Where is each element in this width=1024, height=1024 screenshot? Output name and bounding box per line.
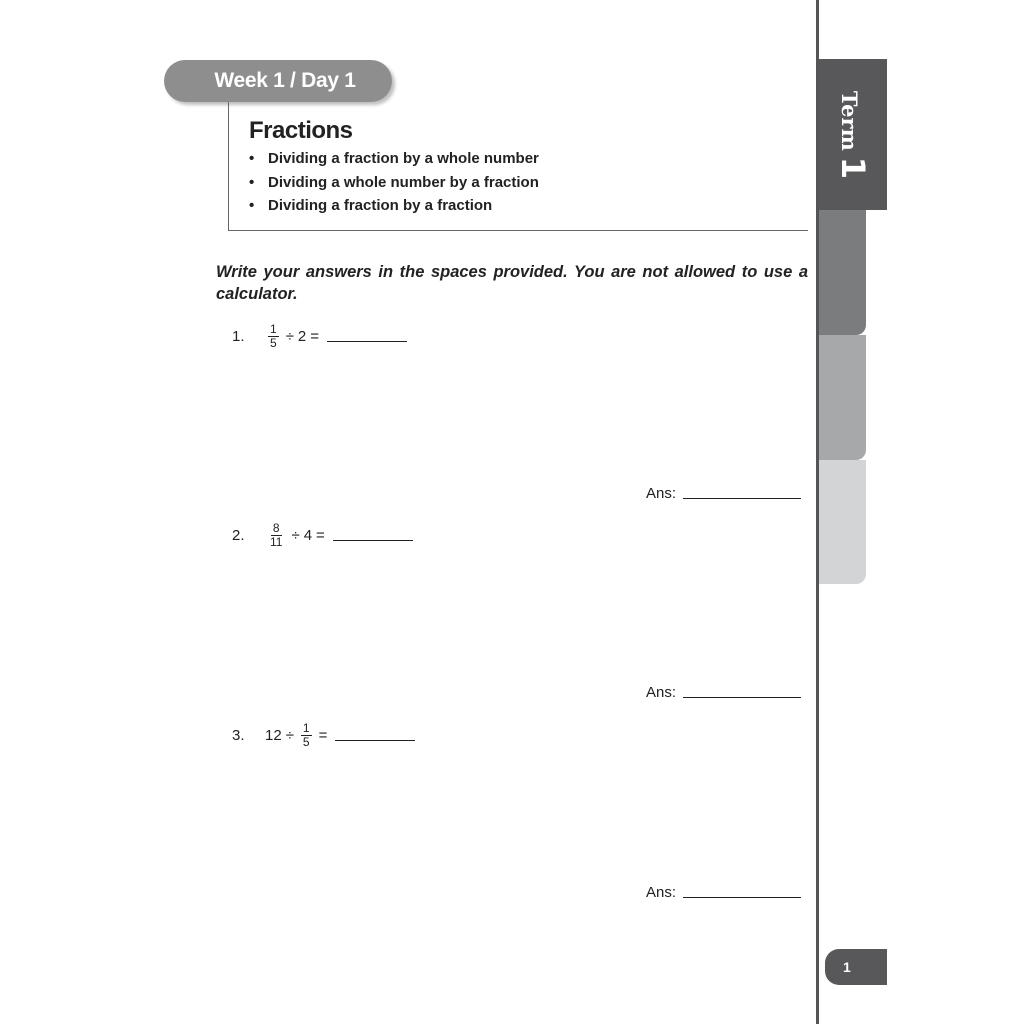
working-blank[interactable] — [333, 539, 413, 541]
question-1 — [232, 323, 407, 350]
answer-2 — [646, 684, 801, 701]
operand: 4 — [303, 527, 313, 544]
tab-term-4[interactable] — [819, 460, 866, 584]
divide-sign: ÷ — [291, 527, 300, 544]
instructions: Write your answers in the spaces provided. You are not allowed to use a calculator. — [216, 263, 808, 303]
equals-sign: = — [318, 727, 328, 744]
topic-item — [249, 148, 539, 172]
fraction-denominator: 5 — [302, 735, 310, 749]
fraction-numerator: 1 — [302, 721, 310, 735]
topic-item — [249, 195, 539, 219]
fraction — [268, 323, 279, 350]
topic-item-label: Dividing a fraction by a whole number — [268, 150, 539, 167]
topic-item — [249, 172, 539, 196]
divide-sign: ÷ — [285, 328, 294, 345]
bullet: • — [249, 197, 255, 214]
answer-line[interactable] — [683, 697, 801, 698]
fraction-numerator: 8 — [272, 521, 280, 535]
term-number: 1 — [834, 156, 872, 179]
answer-label: Ans: — [646, 884, 677, 901]
answer-1 — [646, 485, 801, 502]
answer-label: Ans: — [646, 684, 677, 701]
fraction-denominator: 11 — [270, 535, 283, 549]
answer-3 — [646, 884, 801, 901]
operand: 2 — [297, 328, 307, 345]
equals-sign: = — [310, 328, 320, 345]
topic-item-label: Dividing a fraction by a fraction — [268, 197, 493, 214]
page-number-badge — [825, 949, 887, 985]
term-label — [834, 90, 872, 178]
answer-line[interactable] — [683, 498, 801, 499]
tab-term-1[interactable] — [819, 59, 887, 210]
fraction-denominator: 5 — [270, 336, 277, 350]
topic-item-label: Dividing a whole number by a fraction — [268, 173, 539, 191]
topic-list — [249, 148, 539, 219]
fraction — [268, 522, 284, 549]
answer-label: Ans: — [646, 485, 677, 502]
fraction-numerator: 1 — [270, 322, 277, 336]
working-blank[interactable] — [327, 340, 407, 342]
tab-term-3[interactable] — [819, 335, 866, 460]
answer-line[interactable] — [683, 897, 801, 898]
bullet: • — [249, 150, 255, 167]
week-day-label: Week 1 / Day 1 — [214, 69, 356, 92]
fraction — [301, 722, 312, 749]
question-number: 2. — [232, 527, 245, 544]
question-3 — [232, 722, 415, 749]
bullet: • — [249, 173, 255, 191]
page-number: 1 — [843, 959, 851, 975]
question-number: 1. — [232, 328, 245, 345]
whole-number: 12 — [265, 727, 282, 744]
tab-term-2[interactable] — [819, 210, 866, 335]
term-word: Term — [837, 90, 862, 151]
week-day-badge — [164, 60, 392, 102]
topic-title: Fractions — [249, 117, 353, 144]
divide-sign: ÷ — [285, 727, 294, 744]
question-number: 3. — [232, 727, 245, 744]
working-blank[interactable] — [335, 739, 415, 741]
question-2 — [232, 522, 413, 549]
equals-sign: = — [316, 527, 325, 544]
